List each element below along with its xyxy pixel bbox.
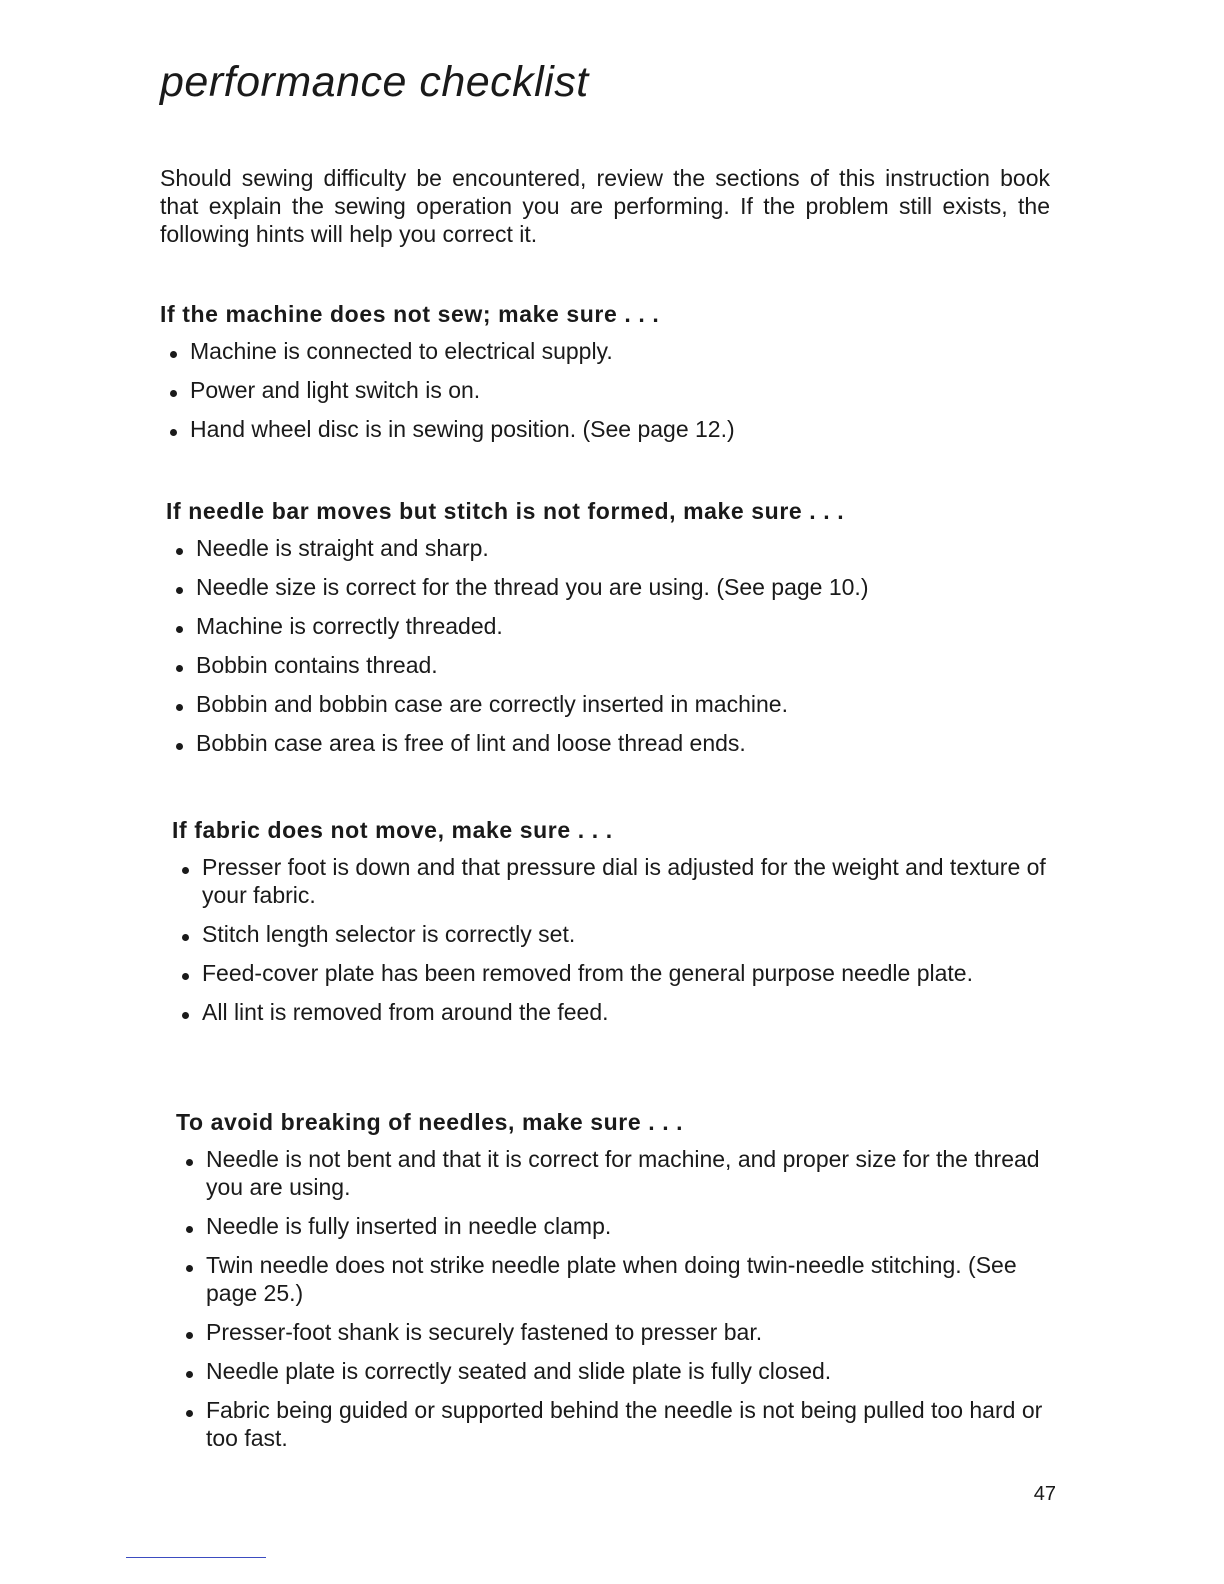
bullet-icon [182, 973, 189, 980]
page-number: 47 [1033, 1483, 1056, 1505]
bullet-icon [186, 1332, 193, 1339]
checklist-item: Bobbin contains thread. [166, 651, 1066, 679]
checklist-item: Bobbin and bobbin case are correctly inserted in machine. [166, 690, 1066, 718]
bullet-icon [186, 1159, 193, 1166]
section-stitch-not-formed [166, 497, 1066, 768]
bullet-icon [176, 743, 183, 750]
section-heading: To avoid breaking of needles, make sure . . . [176, 1109, 684, 1135]
bullet-icon [170, 390, 177, 397]
bullet-icon [182, 934, 189, 941]
bullet-icon [186, 1226, 193, 1233]
section-fabric-does-not-move [172, 816, 1062, 1037]
checklist [172, 853, 1062, 1026]
bullet-icon [176, 704, 183, 711]
bullet-icon [170, 351, 177, 358]
checklist-item: Power and light switch is on. [160, 376, 1060, 404]
bullet-icon [186, 1265, 193, 1272]
bullet-icon [186, 1371, 193, 1378]
checklist-item: Presser-foot shank is securely fastened to presser bar. [176, 1318, 1066, 1346]
checklist-item: All lint is removed from around the feed. [172, 998, 1062, 1026]
checklist [166, 534, 1066, 757]
checklist-item: Needle plate is correctly seated and slide plate is fully closed. [176, 1357, 1066, 1385]
checklist-item: Twin needle does not strike needle plate when doing twin-needle stitching. (See page 25.) [176, 1251, 1066, 1307]
checklist-item: Presser foot is down and that pressure dial is adjusted for the weight and texture of your fabric. [172, 853, 1062, 909]
checklist-item: Bobbin case area is free of lint and loose thread ends. [166, 729, 1066, 757]
section-machine-does-not-sew [160, 300, 1060, 454]
checklist-item: Needle is straight and sharp. [166, 534, 1066, 562]
checklist [160, 337, 1060, 443]
bullet-icon [170, 429, 177, 436]
section-heading: If the machine does not sew; make sure . . . [160, 301, 660, 327]
bullet-icon [176, 626, 183, 633]
checklist [176, 1145, 1066, 1452]
section-heading: If needle bar moves but stitch is not formed, make sure . . . [166, 498, 845, 524]
bullet-icon [176, 548, 183, 555]
checklist-item: Machine is correctly threaded. [166, 612, 1066, 640]
bullet-icon [176, 665, 183, 672]
bullet-icon [182, 1012, 189, 1019]
section-heading: If fabric does not move, make sure . . . [172, 817, 613, 843]
checklist-item: Needle size is correct for the thread you are using. (See page 10.) [166, 573, 1066, 601]
bullet-icon [186, 1410, 193, 1417]
checklist-item: Fabric being guided or supported behind the needle is not being pulled too hard or too fast. [176, 1396, 1066, 1452]
bullet-icon [176, 587, 183, 594]
checklist-item: Machine is connected to electrical supply. [160, 337, 1060, 365]
checklist-item: Feed-cover plate has been removed from the general purpose needle plate. [172, 959, 1062, 987]
section-avoid-breaking-needles [176, 1108, 1066, 1463]
checklist-item: Needle is fully inserted in needle clamp. [176, 1212, 1066, 1240]
checklist-item: Needle is not bent and that it is correct for machine, and proper size for the thread you are using. [176, 1145, 1066, 1201]
intro-paragraph: Should sewing difficulty be encountered, review the sections of this instruction book that explain the sewing operation you are performing. If the problem still exists, the following hints will help you correct it. [160, 165, 1050, 247]
bullet-icon [182, 867, 189, 874]
page-title: performance checklist [160, 58, 589, 106]
bottom-rule [126, 1557, 266, 1558]
checklist-item: Hand wheel disc is in sewing position. (See page 12.) [160, 415, 1060, 443]
checklist-item: Stitch length selector is correctly set. [172, 920, 1062, 948]
